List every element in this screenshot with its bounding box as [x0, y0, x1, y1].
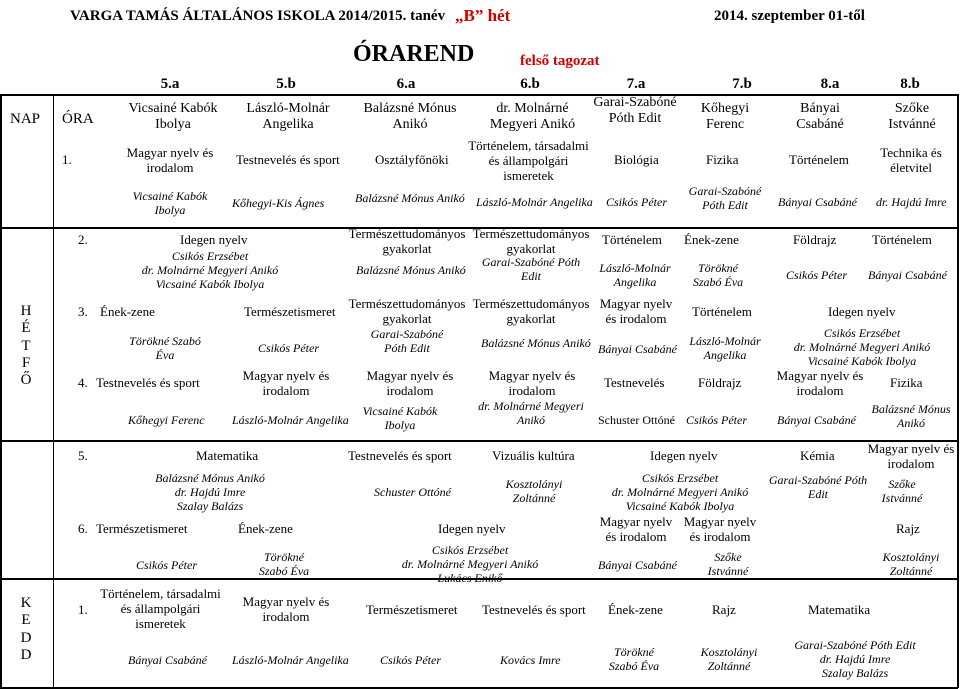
lesson-cell: Ének-zene — [608, 602, 663, 617]
teacher-cell: Csikós Péter — [786, 268, 847, 282]
grid-line — [53, 94, 54, 688]
period-column-head: ÓRA — [62, 111, 94, 127]
teacher-cell: Schuster Ottóné — [374, 485, 451, 499]
lesson-cell: Történelem — [789, 152, 849, 167]
teacher-cell: Csikós Erzsébet dr. Molnárné Megyeri Anikó Vicsainé Kabók Ibolya — [793, 326, 931, 368]
teacher-cell: Garai-Szabóné Póth Edit — [370, 327, 444, 355]
teacher-cell: Kőhegyi Ferenc — [128, 413, 205, 427]
period-number: 3. — [78, 304, 88, 319]
teacher-8a: Bányai Csabáné — [796, 101, 844, 133]
day-column-head: NAP — [10, 111, 41, 127]
teacher-cell: Csikós Péter — [136, 558, 197, 572]
teacher-cell: Bányai Csabáné — [778, 195, 857, 209]
lesson-cell: Ének-zene — [684, 232, 739, 247]
teacher-cell: dr. Molnárné Megyeri Anikó — [478, 399, 584, 427]
teacher-cell: Garai-Szabóné Póth Edit — [481, 255, 581, 283]
teacher-cell: Bányai Csabáné — [868, 268, 947, 282]
teacher-cell: Törökné Szabó Éva — [129, 334, 201, 362]
lesson-cell: Földrajz — [698, 375, 742, 390]
teacher-7a: Garai-Szabóné Póth Edit — [593, 95, 677, 127]
lesson-cell: Természettudományos gyakorlat — [472, 226, 590, 256]
teacher-cell: Garai-Szabóné Póth Edit — [688, 184, 762, 212]
class-7b: 7.b — [732, 76, 752, 92]
teacher-cell: Balázsné Mónus Anikó — [356, 263, 466, 277]
lesson-cell: Történelem — [692, 304, 752, 319]
teacher-6b: dr. Molnárné Megyeri Anikó — [489, 101, 576, 133]
lesson-cell: Magyar nyelv és irodalom — [683, 514, 757, 544]
start-date: 2014. szeptember 01-től — [714, 8, 865, 24]
page-title: ÓRAREND — [353, 41, 475, 67]
teacher-cell: Csikós Péter — [258, 341, 319, 355]
lesson-cell: Történelem, társadalmi és állampolgári ismeretek — [100, 586, 221, 631]
grid-line — [0, 94, 2, 688]
teacher-cell: Bányai Csabáné — [598, 558, 677, 572]
lesson-cell: Természettudományos gyakorlat — [472, 296, 590, 326]
lesson-cell: Magyar nyelv és irodalom — [599, 514, 673, 544]
teacher-cell: Törökné Szabó Éva — [608, 645, 660, 673]
lesson-cell: Technika és életvitel — [880, 145, 942, 175]
teacher-cell: Szőke Istvánné — [707, 550, 749, 578]
class-5b: 5.b — [276, 76, 296, 92]
teacher-5b: László-Molnár Angelika — [246, 101, 330, 133]
day-tuesday: K E D D — [20, 595, 32, 663]
teacher-cell: Csikós Péter — [606, 195, 667, 209]
lesson-cell: Testnevelés és sport — [482, 602, 586, 617]
teacher-cell: Balázsné Mónus Anikó — [355, 191, 465, 205]
lesson-cell: Fizika — [890, 375, 923, 390]
lesson-cell: Vizuális kultúra — [492, 448, 575, 463]
lesson-cell: Történelem, társadalmi és állampolgári ismeretek — [468, 138, 589, 183]
teacher-cell: dr. Hajdú Imre — [876, 195, 947, 209]
lesson-cell: Történelem — [602, 232, 662, 247]
teacher-cell: Kosztolányi Zoltánné — [505, 477, 563, 505]
class-5a: 5.a — [160, 76, 180, 92]
teacher-cell: Kőhegyi-Kis Ágnes — [232, 196, 325, 210]
lesson-cell: Kémia — [800, 448, 835, 463]
lesson-cell: Magyar nyelv és irodalom — [776, 368, 864, 398]
lesson-cell: Testnevelés és sport — [348, 448, 452, 463]
teacher-8b: Szőke Istvánné — [888, 101, 936, 133]
teacher-cell: Balázsné Mónus Anikó — [481, 336, 591, 350]
grid-line — [957, 94, 959, 688]
period-number: 5. — [78, 448, 88, 463]
lesson-cell: Magyar nyelv és irodalom — [366, 368, 454, 398]
teacher-cell: Vicsainé Kabók Ibolya — [132, 189, 208, 217]
teacher-cell: Bányai Csabáné — [598, 342, 677, 356]
teacher-cell: Garai-Szabóné Póth Edit dr. Hajdú Imre Szalay Balázs — [794, 638, 916, 680]
teacher-cell: Vicsainé Kabók Ibolya — [362, 404, 438, 432]
lesson-cell: Ének-zene — [100, 304, 155, 319]
teacher-cell: László-Molnár Angelika — [476, 195, 593, 209]
lesson-cell: Ének-zene — [238, 521, 293, 536]
lesson-cell: Történelem — [872, 232, 932, 247]
teacher-cell: Balázsné Mónus Anikó — [871, 402, 951, 430]
period-number: 6. — [78, 521, 88, 536]
lesson-cell: Idegen nyelv — [180, 232, 248, 247]
teacher-cell: Csikós Péter — [380, 653, 441, 667]
day-monday: H É T F Ő — [20, 303, 32, 388]
teacher-cell: Schuster Ottóné — [598, 413, 675, 427]
lesson-cell: Rajz — [896, 521, 920, 536]
teacher-cell: Kosztolányi Zoltánné — [700, 645, 758, 673]
teacher-cell: Szőke Istvánné — [881, 477, 923, 505]
lesson-cell: Magyar nyelv és irodalom — [242, 368, 330, 398]
week-label: „B” hét — [455, 6, 511, 25]
teacher-cell: Törökné Szabó Éva — [692, 261, 744, 289]
lesson-cell: Természettudományos gyakorlat — [348, 226, 466, 256]
lesson-cell: Idegen nyelv — [438, 521, 506, 536]
grid-line — [0, 440, 958, 442]
grid-line — [0, 94, 958, 96]
lesson-cell: Biológia — [614, 152, 659, 167]
teacher-cell: Törökné Szabó Éva — [258, 550, 310, 578]
teacher-5a: Vicsainé Kabók Ibolya — [128, 101, 218, 133]
teacher-cell: László-Molnár Angelika — [232, 413, 349, 427]
lesson-cell: Osztályfőnöki — [375, 152, 449, 167]
period-number: 4. — [78, 375, 88, 390]
teacher-cell: Csikós Péter — [686, 413, 747, 427]
lesson-cell: Természetismeret — [96, 521, 188, 536]
class-7a: 7.a — [626, 76, 646, 92]
period-number: 2. — [78, 232, 88, 247]
teacher-6a: Balázsné Mónus Anikó — [363, 101, 457, 133]
lesson-cell: Magyar nyelv és irodalom — [242, 594, 330, 624]
class-8a: 8.a — [820, 76, 840, 92]
lesson-cell: Földrajz — [793, 232, 837, 247]
lesson-cell: Matematika — [808, 602, 871, 617]
lesson-cell: Testnevelés — [604, 375, 665, 390]
lesson-cell: Magyar nyelv és irodalom — [126, 145, 214, 175]
lesson-cell: Matematika — [196, 448, 259, 463]
teacher-cell: Csikós Erzsébet dr. Molnárné Megyeri Anikó Lukács Enikő — [401, 543, 539, 585]
lesson-cell: Magyar nyelv és irodalom — [488, 368, 576, 398]
teacher-cell: Kovács Imre — [500, 653, 561, 667]
period-number: 1. — [62, 152, 72, 167]
lesson-cell: Rajz — [712, 602, 736, 617]
lesson-cell: Fizika — [706, 152, 739, 167]
teacher-cell: László-Molnár Angelika — [689, 334, 761, 362]
teacher-cell: László-Molnár Angelika — [599, 261, 671, 289]
lesson-cell: Testnevelés és sport — [96, 375, 200, 390]
school-name: VARGA TAMÁS ÁLTALÁNOS ISKOLA 2014/2015. tanév — [70, 8, 446, 24]
class-6a: 6.a — [396, 76, 416, 92]
teacher-cell: Balázsné Mónus Anikó dr. Hajdú Imre Szalay Balázs — [155, 471, 265, 513]
lesson-cell: Természetismeret — [244, 304, 336, 319]
lesson-cell: Idegen nyelv — [650, 448, 718, 463]
lesson-cell: Magyar nyelv és irodalom — [599, 296, 673, 326]
class-6b: 6.b — [520, 76, 540, 92]
teacher-cell: Csikós Erzsébet dr. Molnárné Megyeri Anikó Vicsainé Kabók Ibolya — [141, 249, 279, 291]
teacher-cell: Bányai Csabáné — [128, 653, 207, 667]
teacher-7b: Kőhegyi Ferenc — [700, 101, 750, 133]
lesson-cell: Idegen nyelv — [828, 304, 896, 319]
lesson-cell: Magyar nyelv és irodalom — [867, 441, 955, 471]
lesson-cell: Természetismeret — [366, 602, 458, 617]
teacher-cell: Kosztolányi Zoltánné — [882, 550, 940, 578]
period-number: 1. — [78, 602, 88, 617]
lesson-cell: Természettudományos gyakorlat — [348, 296, 466, 326]
teacher-cell: Bányai Csabáné — [777, 413, 856, 427]
teacher-cell: László-Molnár Angelika — [232, 653, 349, 667]
teacher-cell: Csikós Erzsébet dr. Molnárné Megyeri Anikó Vicsainé Kabók Ibolya — [611, 471, 749, 513]
lesson-cell: Testnevelés és sport — [236, 152, 340, 167]
class-8b: 8.b — [900, 76, 920, 92]
teacher-cell: Garai-Szabóné Póth Edit — [768, 473, 868, 501]
page-subtitle: felső tagozat — [520, 53, 600, 69]
